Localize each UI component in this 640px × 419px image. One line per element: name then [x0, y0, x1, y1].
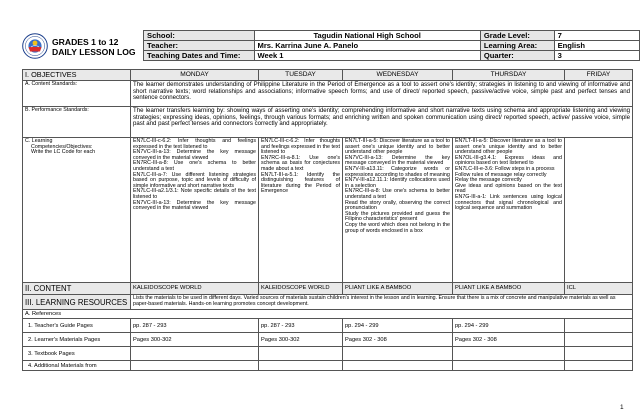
competencies-label — [23, 138, 131, 283]
competency-item: EN7G-III-a-1: Link sentences using logical connectors that signal chronological and logical sequence and summation — [455, 193, 562, 212]
reference-label: 1. Teacher's Guide Pages — [23, 319, 131, 333]
competencies-wednesday — [343, 138, 453, 283]
title-line-1: GRADES 1 to 12 — [52, 37, 119, 47]
reference-tuesday — [259, 347, 343, 361]
reference-row — [23, 319, 633, 333]
content-tuesday: KALEIDOSCOPE WORLD — [259, 283, 343, 295]
reference-monday: Pages 300-302 — [131, 333, 259, 347]
reference-wednesday — [343, 347, 453, 361]
competencies-label-line: C. Learning — [25, 138, 53, 144]
deped-seal-icon — [22, 33, 48, 59]
reference-label: 3. Textbook Pages — [23, 347, 131, 361]
reference-label: 2. Learner's Materials Pages — [23, 333, 131, 347]
day-thursday: THURSDAY — [453, 70, 565, 81]
title-line-2: DAILY LESSON LOG — [52, 47, 136, 57]
reference-thursday: Pages 302 - 308 — [453, 333, 565, 347]
references-row — [23, 310, 633, 319]
content-standards-label: A. Content Standards: — [23, 81, 131, 107]
content-friday: ICL — [565, 283, 633, 295]
competencies-label-line: Competencies/Objectives: — [31, 143, 93, 150]
grade-level-value: 7 — [554, 31, 639, 41]
page-number: 1 — [620, 404, 624, 411]
reference-friday — [565, 347, 633, 361]
reference-row — [23, 361, 633, 371]
competency-item: EN7RC-III-a-8: Use one's schema to better understand a text — [133, 160, 256, 172]
competency-item: EN7VC-III-a-13: Determine the key message conveyed in the material viewed — [133, 199, 256, 212]
competency-item: EN7VC-III-a-13: Determine the key message conveyed in the material viewed — [133, 149, 256, 161]
day-monday: MONDAY — [131, 70, 259, 81]
competencies-monday — [131, 138, 259, 283]
content-monday: KALEIDOSCOPE WORLD — [131, 283, 259, 295]
competency-item: EN7V-III-a13.11: Categorize words or expressions according to shades of meaning — [345, 165, 450, 178]
header-info-table — [143, 30, 640, 61]
competency-item: EN7VC-III-a-13: Determine the key message conveyed in the material viewed — [345, 154, 450, 167]
competency-item: EN7LC-III-c-6.2: Infer thoughts and feelings expressed in the text listened to — [261, 138, 340, 156]
reference-label: 4. Additional Materials from — [23, 361, 131, 371]
document-title — [52, 37, 136, 57]
competency-item: EN7LC-III-c-6.2: Infer thoughts and feelings expressed in the text listened to — [133, 138, 256, 150]
quarter-label: Quarter: — [480, 51, 554, 61]
dates-value: Week 1 — [254, 51, 480, 61]
performance-standards-text: The learner transfers learning by: showing ways of asserting one's identity; comprehending informative and short narrative texts using schema and appropriate listening and viewing strategies; expressing ideas, opinions, feelings, through various formats; and enriching written and spoken communication using direct/ reported speech, active/ passive voice, simple past and past perfect tenses and connectors correctly and appropriately. — [131, 107, 633, 138]
content-row — [23, 283, 633, 295]
reference-friday — [565, 361, 633, 371]
reference-row — [23, 333, 633, 347]
content-wednesday: PLIANT LIKE A BAMBOO — [343, 283, 453, 295]
reference-monday — [131, 347, 259, 361]
competencies-thursday — [453, 138, 565, 283]
competency-item: EN7OL-III-g3.4.1: Express ideas and opinions based on text listened to — [455, 154, 562, 167]
reference-wednesday — [343, 361, 453, 371]
performance-standards-row — [23, 107, 633, 138]
school-value: Tagudin National High School — [254, 31, 480, 41]
learning-resources-heading: III. LEARNING RESOURCES — [23, 295, 131, 310]
competencies-tuesday — [259, 138, 343, 283]
competency-item: EN7LC-III-a-7: Use different listening strategies based on purpose, topic and levels of difficulty of simple informative and short narrative texts — [133, 171, 256, 189]
content-standards-text: The learner demonstrates understanding of Philippine Literature in the Period of Emergence as a tool to assert one's identity; strategies in listening to and viewing of informative and short narrative texts; word relationships and associations; informative speech forms; and use of direct/ reported speech, passive/active voice, simple past and perfect tenses and sentence connectors. — [131, 81, 633, 107]
competency-item: EN7LC-III-a2.1/3.1: Note specific details of the text listened to — [133, 188, 256, 200]
reference-thursday: pp. 294 - 299 — [453, 319, 565, 333]
content-standards-row — [23, 81, 633, 107]
reference-row — [23, 347, 633, 361]
learning-area-value: English — [554, 41, 639, 51]
competency-item: EN7RC-III-a-8.1: Use one's schema as basis for conjectures made about a text — [261, 154, 340, 172]
lesson-plan-table — [22, 69, 633, 371]
reference-tuesday: Pages 300-302 — [259, 333, 343, 347]
competency-item: EN7LT-III-a-5: Discover literature as a tool to assert one's unique identity and to better understand other people — [345, 138, 450, 156]
performance-standards-label: B. Performance Standards: — [23, 107, 131, 138]
competency-item: EN7LT-III-a-5.1: Identify the distinguishing features of literature during the Period of Emergence — [261, 171, 340, 195]
teacher-label: Teacher: — [144, 41, 255, 51]
learning-area-label: Learning Area: — [480, 41, 554, 51]
references-heading: A. References — [23, 310, 633, 319]
reference-wednesday: pp. 294 - 299 — [343, 319, 453, 333]
competency-item: Relay the message correctly — [455, 177, 522, 184]
reference-monday: pp. 287 - 293 — [131, 319, 259, 333]
school-label: School: — [144, 31, 255, 41]
competencies-row — [23, 138, 633, 283]
reference-wednesday: Pages 302 - 308 — [343, 333, 453, 347]
competency-item: Copy the word which does not belong in the group of words enclosed in a box — [345, 221, 450, 234]
quarter-value: 3 — [554, 51, 639, 61]
objectives-heading: I. OBJECTIVES — [23, 70, 131, 81]
competencies-label-line: Write the LC Code for each — [31, 149, 96, 156]
competency-item: Study the pictures provided and guess the Filipino characteristics' present — [345, 210, 450, 223]
day-tuesday: TUESDAY — [259, 70, 343, 81]
competency-item: EN7LT-III-a-5: Discover literature as a tool to assert one's unique identity and to better understand other people — [455, 138, 562, 156]
teacher-value: Mrs. Karrina June A. Panelo — [254, 41, 480, 51]
day-friday: FRIDAY — [565, 70, 633, 81]
reference-friday — [565, 333, 633, 347]
learning-resources-text: Lists the materials to be used in different days. Varied sources of materials sustain children's interest in the lesson and in learning. Ensure that there is a mix of concrete and manipulative materials as well as paper-based materials. Hands-on learning promotes concept development. — [131, 295, 633, 310]
competencies-friday — [565, 138, 633, 283]
reference-tuesday: pp. 287 - 293 — [259, 319, 343, 333]
reference-thursday — [453, 361, 565, 371]
reference-thursday — [453, 347, 565, 361]
learning-resources-row — [23, 295, 633, 310]
competency-item: Give ideas and opinions based on the text read — [455, 182, 562, 195]
competency-item: EN7LC-III-e-3.6: Follow steps in a process — [455, 165, 555, 172]
dates-label: Teaching Dates and Time: — [144, 51, 255, 61]
grade-level-label: Grade Level: — [480, 31, 554, 41]
reference-tuesday — [259, 361, 343, 371]
competency-item: EN7RC-III-a-8: Use one's schema to better understand a text — [345, 188, 450, 200]
competency-item: EN7V-III-a12.11.1: Identify collocations used in a selection — [345, 177, 450, 189]
competency-item: Follow rules of message relay correctly — [455, 171, 547, 178]
content-thursday: PLIANT LIKE A BAMBOO — [453, 283, 565, 295]
content-heading: II. CONTENT — [23, 283, 131, 295]
day-header-row — [23, 70, 633, 81]
day-wednesday: WEDNESDAY — [343, 70, 453, 81]
competency-item: Read the story orally, observing the correct pronunciation — [345, 199, 450, 212]
reference-monday — [131, 361, 259, 371]
reference-friday — [565, 319, 633, 333]
